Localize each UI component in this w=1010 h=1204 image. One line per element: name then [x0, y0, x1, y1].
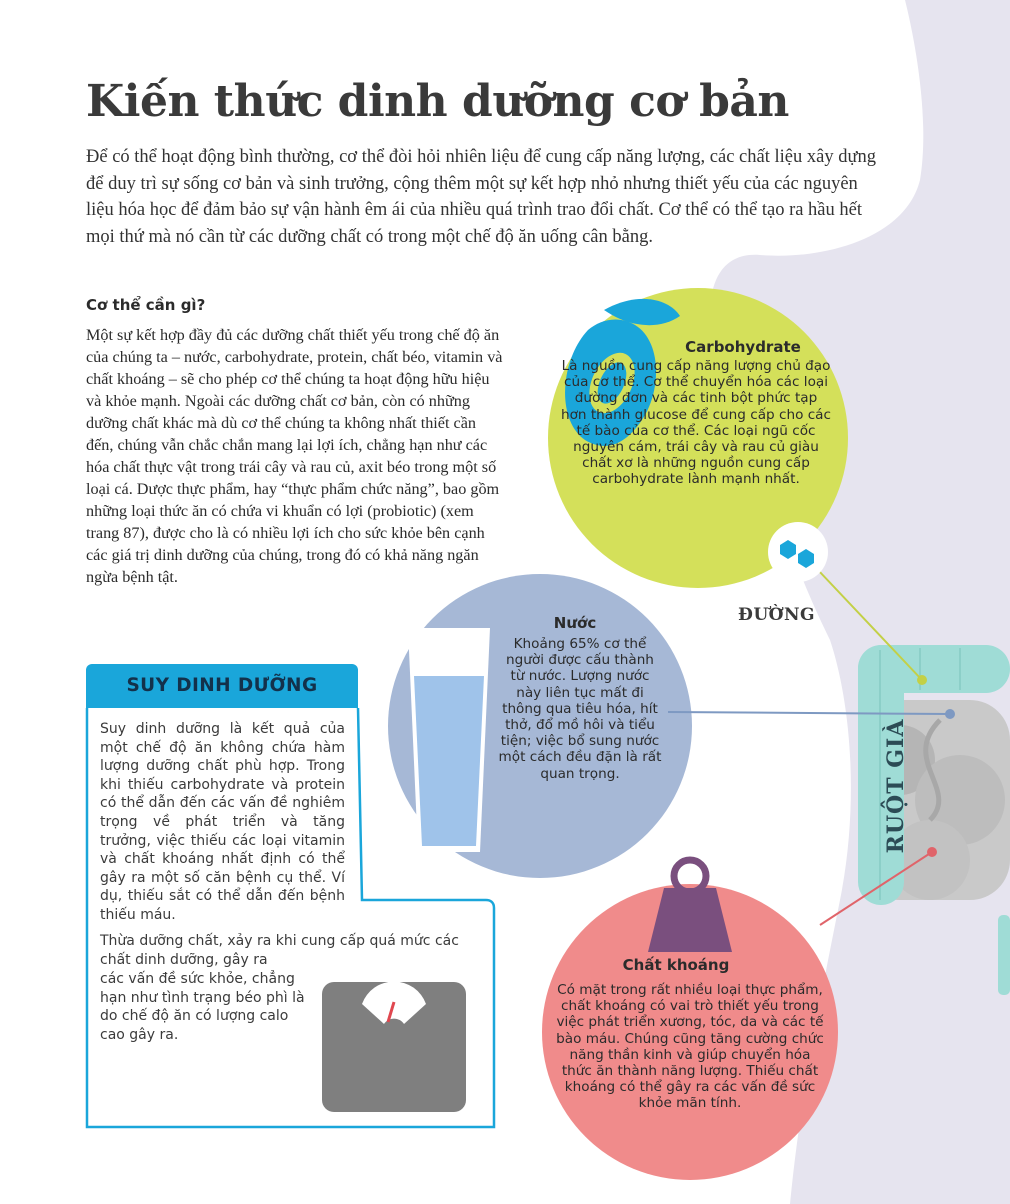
bathroom-scale-icon: [316, 976, 472, 1118]
minerals-title: Chất khoáng: [622, 956, 730, 974]
section-heading: Cơ thể cần gì?: [86, 296, 206, 314]
intro-paragraph: Để có thể hoạt động bình thường, cơ thể đòi hỏi nhiên liệu để cung cấp năng lượng, các chất liệu xây dựng để duy trì sự sống cơ bản và sinh trưởng, cộng thêm một sự kết hợp nhỏ nhưng thiết yếu của các nguyên liệu hóa học để đảm bảo sự vận hành êm ái của nhiều quá trình trao đổi chất. Cơ thể có thể tạo ra hầu hết mọi thứ mà nó cần từ các dưỡng chất có trong một chế độ ăn uống cân bằng.: [86, 147, 876, 247]
page-title: Kiến thức dinh dưỡng cơ bản: [86, 76, 789, 127]
water-title: Nước: [553, 614, 597, 632]
sugar-label: ĐƯỜNG: [738, 605, 816, 625]
malnutrition-heading: SUY DINH DƯỠNG: [86, 664, 358, 708]
malnutrition-text: Suy dinh dưỡng là kết quả của một chế độ ăn không chứa hàm lượng dưỡng chất phù hợp. Trong khi thiếu carbohydrate và protein có thể dẫn đến các vấn đề nghiêm trọng về phát triển và tăng trưởng, việc thiếu các loại vitamin và chất khoáng nhất định có thể gây ra một số căn bệnh cụ thể. Ví dụ, thiếu sắt có thể dẫn đến bệnh thiếu máu.: [100, 721, 345, 923]
section-body: Một sự kết hợp đầy đủ các dưỡng chất thiết yếu trong chế độ ăn của chúng ta – nước, carbohydrate, protein, chất béo, vitamin và chất khoáng – sẽ cho phép cơ thể chúng ta hoạt động hữu hiệu và khỏe mạnh. Ngoài các dưỡng chất cơ bản, còn có những dưỡng chất khác mà dù cơ thể chúng ta không nhất thiết cần đến, chúng vẫn chắc chắn mang lại lợi ích, chẳng hạn như các hóa chất thực vật trong trái cây và rau củ, axit béo trong một số loại cá. Dược thực phẩm, hay “thực phẩm chức năng”, bao gồm những loại thức ăn có chứa vi khuẩn có lợi (probiotic) (xem trang 87), được cho là có nhiều lợi ích cho sức khỏe bên cạnh các giá trị dinh dưỡng của chúng, trong đó có khả năng ngăn ngừa bệnh tật.: [86, 326, 503, 586]
malnutrition-text-end: các vấn đề sức khỏe, chẳng hạn như tình trạng béo phì là do chế độ ăn có lượng calo cao gây ra.: [100, 971, 305, 1043]
malnutrition-text-continued: Thừa dưỡng chất, xảy ra khi cung cấp quá mức các chất dinh dưỡng, gây ra: [100, 933, 459, 968]
carbohydrate-title: Carbohydrate: [685, 338, 801, 356]
large-intestine-label: RUỘT GIÀ: [883, 718, 909, 854]
minerals-text: Có mặt trong rất nhiều loại thực phẩm, chất khoáng có vai trò thiết yếu trong việc phát triển xương, tóc, da và các tế bào máu. Chúng cũng tăng cường chức năng thần kinh và giúp chuyển hóa thức ăn thành năng lượng. Thiếu chất khoáng có thể gây ra các vấn đề sức khỏe mãn tính.: [556, 982, 824, 1112]
water-glass-icon: [408, 628, 490, 852]
weight-icon: [648, 860, 732, 952]
carbohydrate-text: Là nguồn cung cấp năng lượng chủ đạo của cơ thể. Cơ thể chuyển hóa các loại đường đơn và các tinh bột phức tạp hơn thành glucose để cung cấp cho các tế bào của cơ thể. Các loại ngũ cốc nguyên cám, trái cây và rau củ giàu chất xơ là những nguồn cung cấp carbohydrate lành mạnh nhất.: [560, 358, 831, 488]
water-text: Khoảng 65% cơ thể người được cấu thành từ nước. Lượng nước này liên tục mất đi thông qua tiêu hóa, hít thở, đổ mồ hôi và tiểu tiện; việc bổ sung nước một cách đều đặn là rất quan trọng.: [498, 636, 662, 782]
sugar-molecule-icon: [768, 522, 828, 582]
